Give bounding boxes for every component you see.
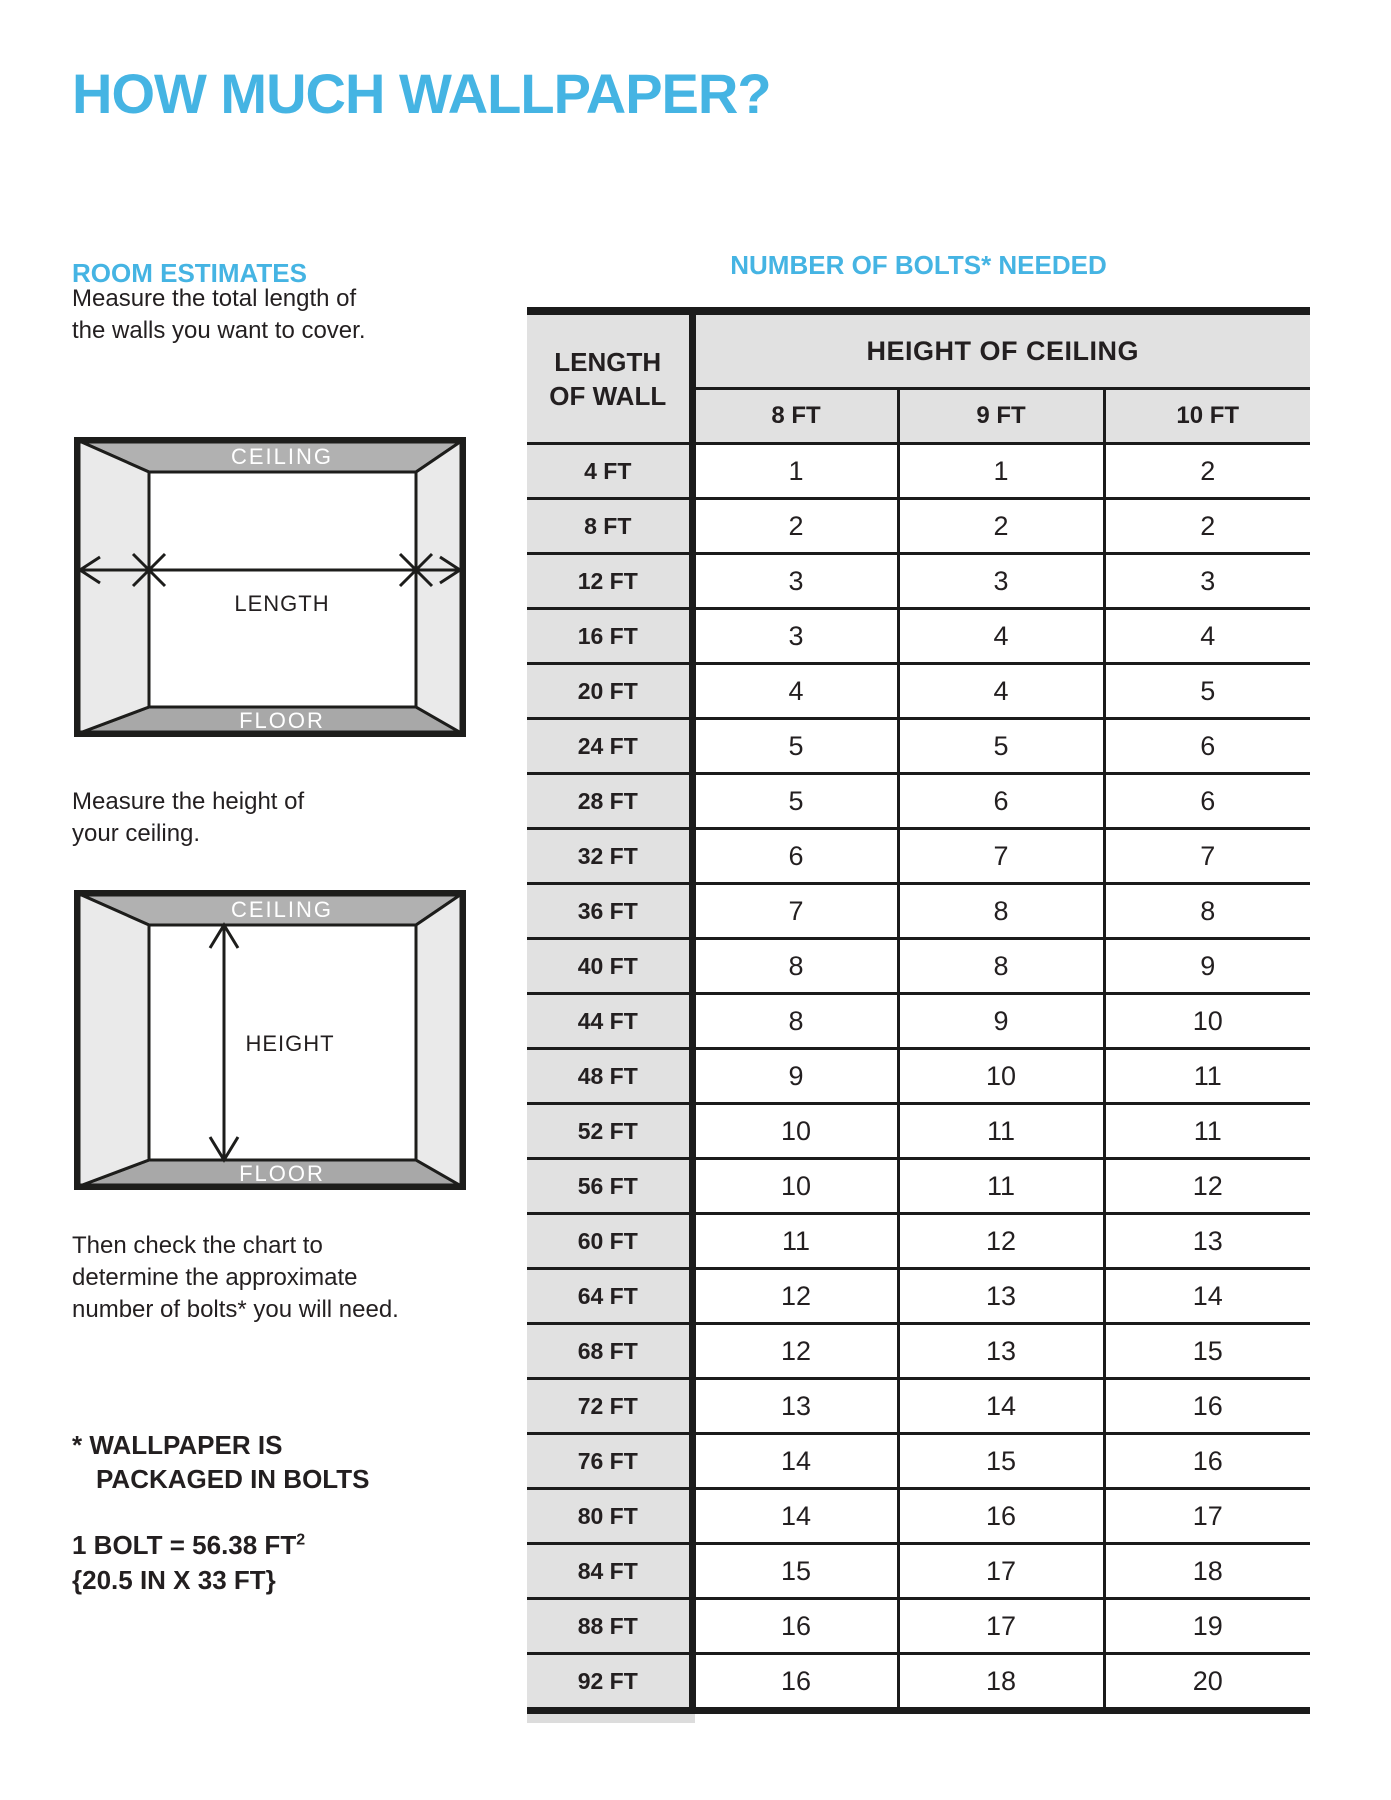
height-of-ceiling-header: HEIGHT OF CEILING: [692, 311, 1310, 389]
wall-length-label: 56 FT: [527, 1159, 692, 1214]
back-wall-face: [149, 472, 416, 707]
bolt-count-cell: 12: [1104, 1159, 1310, 1214]
bolt-count-cell: 10: [692, 1159, 898, 1214]
bolt-table-body: [527, 444, 1310, 1711]
right-wall-face: [416, 893, 463, 1187]
header-line: LENGTH: [554, 346, 662, 377]
bolt-count-cell: 13: [692, 1379, 898, 1434]
paragraph-line: your ceiling.: [72, 820, 201, 847]
wall-length-label: 76 FT: [527, 1434, 692, 1489]
bolt-count-cell: 8: [692, 939, 898, 994]
wall-length-label: 28 FT: [527, 774, 692, 829]
bolt-count-cell: 6: [898, 774, 1104, 829]
wall-length-label: 80 FT: [527, 1489, 692, 1544]
bolt-count-cell: 15: [898, 1434, 1104, 1489]
left-wall-face: [77, 893, 149, 1187]
bolt-count-cell: 16: [692, 1599, 898, 1654]
bolt-count-cell: 13: [898, 1269, 1104, 1324]
bolt-count-cell: 11: [898, 1104, 1104, 1159]
bolt-count-cell: 10: [692, 1104, 898, 1159]
length-label: LENGTH: [234, 591, 330, 616]
bolt-count-cell: 16: [1104, 1434, 1310, 1489]
paragraph-line: Measure the total length of: [72, 285, 357, 312]
table-edge-shadow: [527, 1714, 695, 1723]
wall-length-label: 16 FT: [527, 609, 692, 664]
wall-length-label: 60 FT: [527, 1214, 692, 1269]
table-row: [527, 1324, 1310, 1379]
wall-length-label: 32 FT: [527, 829, 692, 884]
wall-length-label: 88 FT: [527, 1599, 692, 1654]
ceiling-label: CEILING: [230, 897, 334, 922]
wall-length-label: 52 FT: [527, 1104, 692, 1159]
bolts-footnote: [72, 1428, 369, 1496]
bolt-count-cell: 20: [1104, 1654, 1310, 1711]
table-row: [527, 994, 1310, 1049]
table-row: [527, 554, 1310, 609]
table-row: [527, 774, 1310, 829]
table-row: [527, 884, 1310, 939]
bolt-count-cell: 9: [1104, 939, 1310, 994]
footnote-line: PACKAGED IN BOLTS: [96, 1464, 370, 1494]
measure-length-paragraph: [72, 283, 365, 347]
table-header-row: [527, 311, 1310, 389]
bolt-count-cell: 17: [898, 1544, 1104, 1599]
ceiling-label: CEILING: [230, 444, 334, 469]
bolt-count-cell: 6: [692, 829, 898, 884]
left-wall-face: [77, 440, 149, 734]
bolt-count-cell: 18: [1104, 1544, 1310, 1599]
table-row: [527, 1434, 1310, 1489]
room-estimates-heading: ROOM ESTIMATES: [72, 258, 307, 288]
bolt-count-cell: 10: [1104, 994, 1310, 1049]
wall-length-label: 24 FT: [527, 719, 692, 774]
bolt-equation-text: 1 BOLT = 56.38 FT: [72, 1530, 297, 1560]
table-row: [527, 829, 1310, 884]
bolt-count-cell: 17: [898, 1599, 1104, 1654]
bolt-count-cell: 11: [692, 1214, 898, 1269]
right-wall-face: [416, 440, 463, 734]
height-label: HEIGHT: [245, 1031, 335, 1056]
bolt-size-info: [72, 1528, 305, 1598]
bolt-count-cell: 8: [898, 884, 1104, 939]
bolt-count-cell: 1: [898, 444, 1104, 499]
bolt-count-cell: 14: [692, 1434, 898, 1489]
bolt-count-cell: 5: [692, 719, 898, 774]
bolt-count-cell: 11: [1104, 1104, 1310, 1159]
table-row: [527, 1599, 1310, 1654]
bolt-count-cell: 14: [1104, 1269, 1310, 1324]
bolt-count-cell: 13: [1104, 1214, 1310, 1269]
paragraph-line: the walls you want to cover.: [72, 317, 366, 344]
bolt-count-cell: 12: [692, 1269, 898, 1324]
bolts-table-heading: NUMBER OF BOLTS* NEEDED: [730, 250, 1107, 280]
floor-label: FLOOR: [239, 1161, 325, 1186]
bolt-count-cell: 2: [1104, 499, 1310, 554]
wall-length-label: 92 FT: [527, 1654, 692, 1711]
length-of-wall-header: [527, 311, 692, 444]
column-header-8ft: 8 FT: [692, 389, 898, 444]
bolt-count-cell: 12: [898, 1214, 1104, 1269]
paragraph-line: number of bolts* you will need.: [72, 1296, 399, 1323]
measure-height-paragraph: [72, 786, 304, 850]
bolt-count-cell: 8: [1104, 884, 1310, 939]
column-header-9ft: 9 FT: [898, 389, 1104, 444]
table-row: [527, 939, 1310, 994]
bolt-count-cell: 3: [898, 554, 1104, 609]
bolt-count-cell: 15: [692, 1544, 898, 1599]
wall-length-label: 48 FT: [527, 1049, 692, 1104]
bolt-count-cell: 5: [1104, 664, 1310, 719]
check-chart-paragraph: [72, 1230, 399, 1326]
footnote-line: * WALLPAPER IS: [72, 1430, 283, 1460]
bolt-count-cell: 7: [898, 829, 1104, 884]
bolt-count-cell: 14: [692, 1489, 898, 1544]
wall-length-label: 20 FT: [527, 664, 692, 719]
bolt-count-cell: 2: [898, 499, 1104, 554]
table-row: [527, 1214, 1310, 1269]
table-row: [527, 1049, 1310, 1104]
bolt-count-cell: 16: [692, 1654, 898, 1711]
table-row: [527, 719, 1310, 774]
bolt-count-cell: 4: [692, 664, 898, 719]
bolt-count-cell: 8: [692, 994, 898, 1049]
table-row: [527, 1489, 1310, 1544]
wall-length-label: 68 FT: [527, 1324, 692, 1379]
table-row: [527, 499, 1310, 554]
floor-label: FLOOR: [239, 708, 325, 733]
bolt-count-cell: 3: [692, 554, 898, 609]
bolt-count-cell: 7: [692, 884, 898, 939]
table-row: [527, 1159, 1310, 1214]
bolt-count-cell: 19: [1104, 1599, 1310, 1654]
bolt-count-cell: 11: [898, 1159, 1104, 1214]
bolt-count-cell: 7: [1104, 829, 1310, 884]
bolt-count-cell: 6: [1104, 774, 1310, 829]
bolt-count-cell: 16: [1104, 1379, 1310, 1434]
column-header-10ft: 10 FT: [1104, 389, 1310, 444]
wall-length-label: 12 FT: [527, 554, 692, 609]
bolt-count-cell: 4: [898, 664, 1104, 719]
bolt-count-cell: 5: [898, 719, 1104, 774]
bolt-count-cell: 13: [898, 1324, 1104, 1379]
bolt-count-cell: 5: [692, 774, 898, 829]
bolts-needed-table: [527, 307, 1310, 1714]
bolt-count-cell: 8: [898, 939, 1104, 994]
paragraph-line: Measure the height of: [72, 788, 305, 815]
table-row: [527, 444, 1310, 499]
bolt-count-cell: 4: [898, 609, 1104, 664]
table-row: [527, 664, 1310, 719]
wall-length-label: 8 FT: [527, 499, 692, 554]
bolt-count-cell: 12: [692, 1324, 898, 1379]
bolt-count-cell: 4: [1104, 609, 1310, 664]
paragraph-line: Then check the chart to: [72, 1232, 323, 1259]
bolt-count-cell: 6: [1104, 719, 1310, 774]
bolt-equation: [72, 1528, 305, 1563]
length-room-diagram: [74, 437, 466, 737]
height-room-diagram: [74, 890, 466, 1190]
bolt-count-cell: 15: [1104, 1324, 1310, 1379]
bolt-dimensions: {20.5 IN X 33 FT}: [72, 1565, 276, 1595]
table-row: [527, 1104, 1310, 1159]
table-row: [527, 609, 1310, 664]
wall-length-label: 72 FT: [527, 1379, 692, 1434]
squared-exponent: 2: [296, 1531, 306, 1549]
bolt-count-cell: 10: [898, 1049, 1104, 1104]
table-row: [527, 1379, 1310, 1434]
table-row: [527, 1654, 1310, 1711]
bolt-count-cell: 9: [692, 1049, 898, 1104]
bolt-count-cell: 1: [692, 444, 898, 499]
table-row: [527, 1544, 1310, 1599]
bolts-table-section: [527, 250, 1310, 1723]
paragraph-line: determine the approximate: [72, 1264, 358, 1291]
header-line: OF WALL: [549, 380, 667, 411]
wall-length-label: 36 FT: [527, 884, 692, 939]
bolt-count-cell: 14: [898, 1379, 1104, 1434]
bolt-count-cell: 9: [898, 994, 1104, 1049]
bolt-count-cell: 3: [1104, 554, 1310, 609]
bolt-count-cell: 17: [1104, 1489, 1310, 1544]
bolt-count-cell: 3: [692, 609, 898, 664]
wall-length-label: 64 FT: [527, 1269, 692, 1324]
bolt-count-cell: 11: [1104, 1049, 1310, 1104]
wall-length-label: 84 FT: [527, 1544, 692, 1599]
bolt-count-cell: 2: [1104, 444, 1310, 499]
bolt-count-cell: 2: [692, 499, 898, 554]
wall-length-label: 40 FT: [527, 939, 692, 994]
bolt-count-cell: 18: [898, 1654, 1104, 1711]
wall-length-label: 44 FT: [527, 994, 692, 1049]
table-row: [527, 1269, 1310, 1324]
page-title: HOW MUCH WALLPAPER?: [72, 62, 771, 125]
bolt-count-cell: 16: [898, 1489, 1104, 1544]
wall-length-label: 4 FT: [527, 444, 692, 499]
